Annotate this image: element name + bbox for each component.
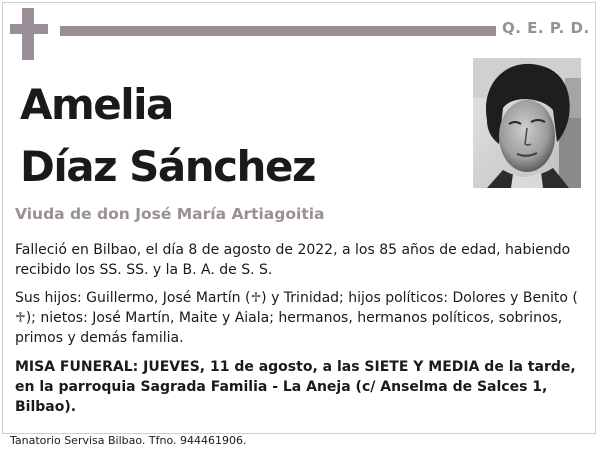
deceased-first-name: Amelia	[20, 80, 173, 129]
header-rule	[60, 26, 496, 36]
family-text-part-1: Sus hijos: Guillermo, José Martín (	[15, 290, 251, 306]
funeral-mass-notice: MISA FUNERAL: JUEVES, 11 de agosto, a las SIETE Y MEDIA de la tarde, en la parroquia Sagrada Familia - La Aneja (c/ Anselma de Salces 1, Bilbao).	[15, 359, 576, 415]
family-text-part-2: ) y Trinidad; hijos políticos: Dolores y Benito (	[261, 290, 578, 306]
portrait-image	[473, 58, 581, 188]
widow-subtitle: Viuda de don José María Artiagoitia	[15, 205, 325, 223]
family-notice	[15, 288, 585, 348]
portrait-photo	[473, 58, 581, 188]
qepd-badge: Q. E. P. D.	[502, 19, 590, 37]
latin-cross-arm	[10, 24, 48, 34]
deceased-cross-icon: ♱	[15, 310, 26, 326]
family-text-part-3: ); nietos: José Martín, Maite y Aiala; hermanos, hermanos políticos, sobrinos, primos y demás familia.	[15, 310, 563, 346]
funeral-home-footer: Tanatorio Servisa Bilbao. Tfno. 944461906.	[10, 434, 247, 447]
deceased-surnames: Díaz Sánchez	[20, 142, 315, 191]
death-notice: Falleció en Bilbao, el día 8 de agosto de 2022, a los 85 años de edad, habiendo recibido los SS. SS. y la B. A. de S. S.	[15, 242, 571, 278]
latin-cross-icon	[22, 8, 34, 60]
deceased-cross-icon: ♱	[250, 290, 262, 306]
